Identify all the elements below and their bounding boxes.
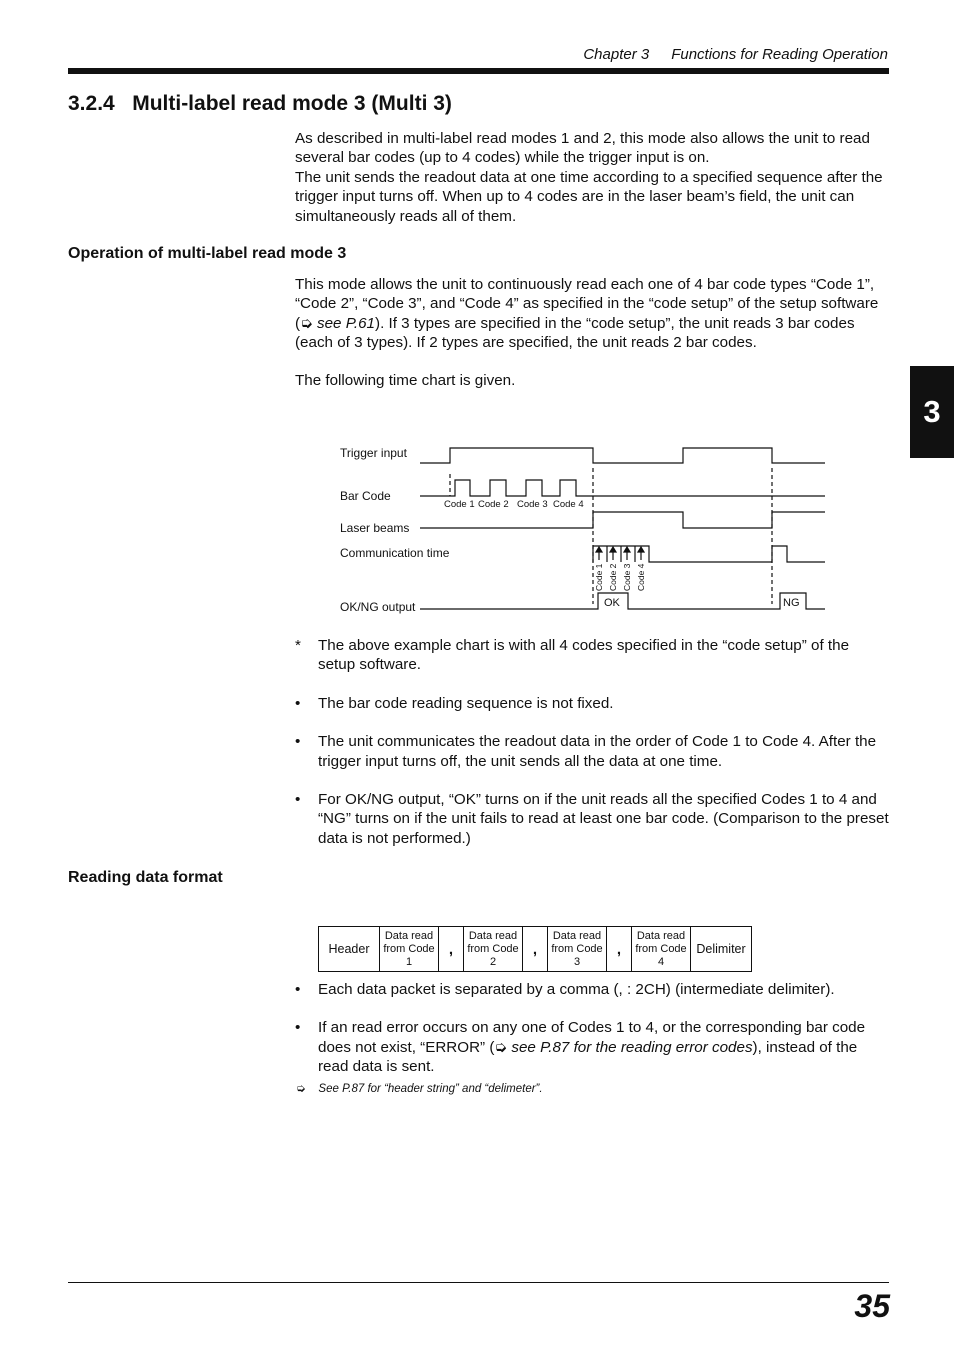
comm-label-code2: Code 2 [608,563,618,591]
running-header [583,46,888,63]
row-label-laser: Laser beams [340,521,410,535]
ok-label: OK [604,597,620,609]
code4-cell: Data read from Code 4 [632,927,691,972]
bullet-marker: • [295,733,301,751]
arrow-ref-icon: ➭ [296,1083,306,1095]
oknog-waveform [420,593,825,609]
bullet-marker: • [295,791,301,809]
bullet-item [295,732,889,771]
arrow-ref-icon: ➭ [494,1038,508,1056]
arrow-ref-icon: ➭ [300,314,313,332]
code1-cell: Data read from Code 1 [380,927,439,972]
note-item [295,636,889,675]
operation-text-a: This mode allows the unit to continuously read each one of 4 bar code types “Code 1”, “Code 2”, “Code 3”, and “Code 4” as specified in the “code setup” of the setup software ( [295,276,879,332]
header-rule [68,68,889,74]
chart-intro: The following time chart is given. [295,372,516,389]
row-label-communication: Communication time [340,546,450,560]
comma-cell: , [607,927,632,972]
barcode-waveform [420,480,825,496]
see-p61-link: see P.61 [312,314,376,332]
page-number: 35 [854,1288,890,1324]
note-text: The above example chart is with all 4 codes specified in the “code setup” of the setup software. [318,637,850,674]
bullet-marker: • [295,694,301,712]
see-p87-link: see P.87 for the reading error codes [507,1038,753,1056]
bullet2-text-b: ), instead of the read data is sent. [318,1038,858,1076]
row-label-barcode: Bar Code [340,489,391,503]
barcode-label-code2: Code 2 [478,499,509,510]
code2-cell: Data read from Code 2 [464,927,523,972]
bullet-item [295,790,889,848]
barcode-label-code1: Code 1 [444,499,475,510]
bullet-text: For OK/NG output, “OK” turns on if the unit reads all the specified Codes 1 to 4 and “NG” turns on if the unit fails to read at least one bar code. (Comparison to the preset data is not performed.) [318,791,889,847]
comma-cell: , [439,927,464,972]
operation-heading: Operation of multi-label read mode 3 [68,245,347,262]
comm-label-code3: Code 3 [622,563,632,591]
header-cell: Header [319,927,380,972]
delimiter-cell: Delimiter [691,927,752,972]
bullet-text: Each data packet is separated by a comma (, : 2CH) (intermediate delimiter). [318,981,835,998]
intro-paragraph-2: The unit sends the readout data at one time according to a specified sequence after the trigger input turns off. When up to 4 codes are in the laser beam’s field, the unit can simultaneously reads all of them. [295,168,883,225]
comma-cell: , [523,927,548,972]
format-bullets [295,980,889,1077]
intro-paragraph-1: As described in multi-label read modes 1 and 2, this mode also allows the unit to read several bar codes (up to 4 codes) while the trigger input is on. [295,130,870,167]
code3-cell: Data read from Code 3 [548,927,607,972]
reference-note [296,1081,543,1095]
intro-block [295,129,889,226]
comm-label-code1: Code 1 [594,563,604,591]
chapter-title: Functions for Reading Operation [671,46,888,63]
data-format-table [318,926,752,972]
laser-waveform [420,512,825,528]
barcode-label-code4: Code 4 [553,499,584,510]
bullet-item [295,694,889,713]
reference-note-text: See P.87 for “header string” and “delimeter”. [318,1083,543,1095]
footer-rule [68,1282,889,1283]
reading-format-heading: Reading data format [68,869,223,886]
bullet-text [318,1018,889,1076]
chapter-tab: 3 [910,366,954,458]
bullet-marker: • [295,981,301,998]
operation-text-b: ). If 3 types are specified in the “code setup”, the unit reads 3 bar codes (each of 3 types). If 2 types are specified, the unit reads 2 bar codes. [295,314,855,352]
barcode-label-code3: Code 3 [517,499,548,510]
comm-label-code4: Code 4 [636,563,646,591]
ng-label: NG [783,597,800,609]
bullet-marker: • [295,1019,301,1037]
row-label-oknog: OK/NG output [340,600,416,614]
section-title: 3.2.4 Multi-label read mode 3 (Multi 3) [68,92,452,115]
row-label-trigger: Trigger input [340,446,407,460]
trigger-waveform [420,448,825,463]
operation-paragraph [295,275,889,353]
table-row [319,927,752,972]
note-marker: * [295,637,301,654]
bullet-text: The unit communicates the readout data in the order of Code 1 to Code 4. After the trigger input turns off, the unit sends all the data at one time. [318,733,877,770]
bullet2-text-a: If an read error occurs on any one of Codes 1 to 4, or the corresponding bar code does not exist, “ERROR” ( [318,1019,866,1056]
chart-notes [295,636,889,848]
bullet-item [295,1018,889,1076]
bullet-text: The bar code reading sequence is not fixed. [318,694,614,712]
timing-chart [330,438,840,618]
bullet-item [295,980,889,999]
chapter-label: Chapter 3 [583,46,650,63]
